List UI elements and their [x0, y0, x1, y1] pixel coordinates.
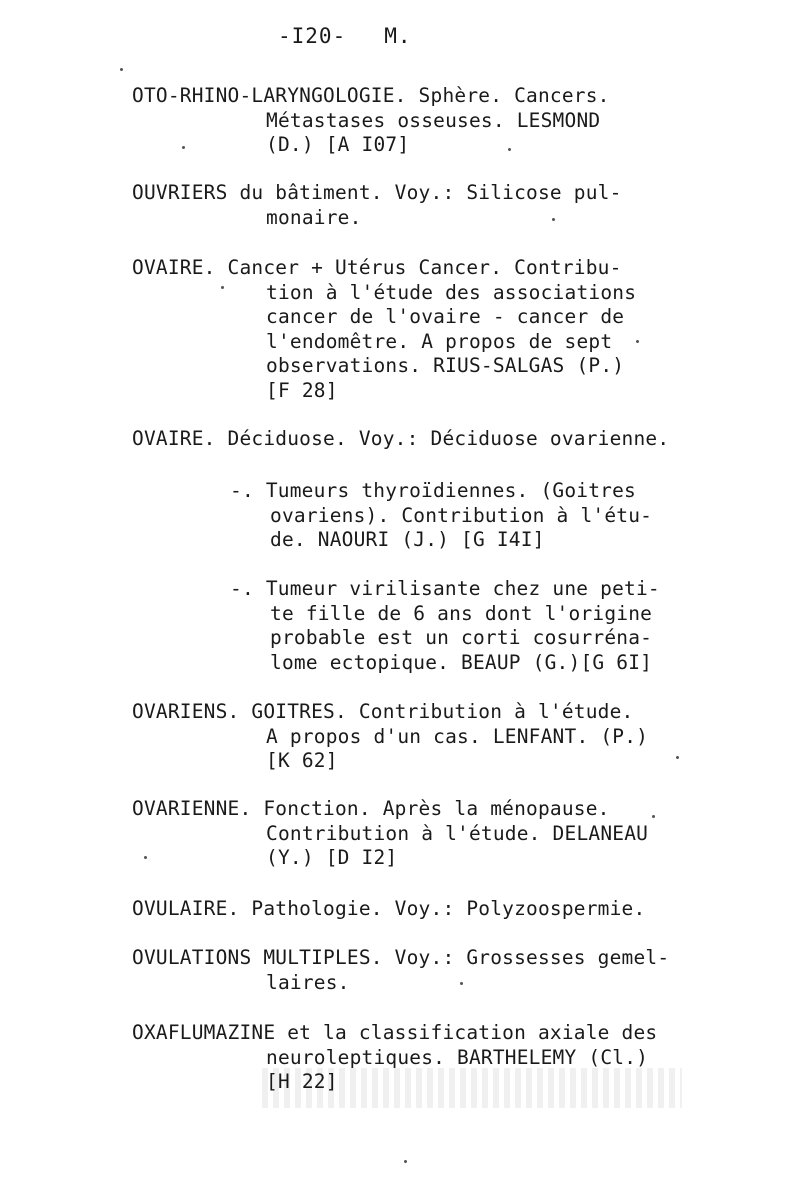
scan-speck [508, 148, 511, 151]
entry-continuation: observations. RIUS-SALGAS (P.) [266, 354, 625, 377]
scan-speck [120, 68, 123, 71]
scan-speck [182, 146, 185, 149]
index-entry-ovaire-deciduose [132, 427, 669, 452]
scan-speck [460, 982, 463, 985]
bleed-through-text [262, 1068, 682, 1108]
index-entry-ovulaire [132, 897, 645, 922]
index-entry-ouvriers [132, 181, 622, 230]
entry-continuation: tion à l'étude des associations [266, 280, 637, 304]
entry-headline: OXAFLUMAZINE et la classification axiale des [132, 1021, 658, 1044]
entry-continuation: ovariens). Contribution à l'étu- [270, 503, 653, 527]
page-number: -I20- [278, 24, 347, 48]
entry-headline: OVARIENS. GOITRES. Contribution à l'étude. [132, 700, 634, 723]
entry-reference: [K 62] [266, 749, 338, 772]
entry-continuation: Métastases osseuses. LESMOND [266, 108, 601, 132]
entry-continuation: cancer de l'ovaire - cancer de [266, 305, 625, 328]
entry-continuation: A propos d'un cas. LENFANT. (P.) [266, 724, 649, 748]
entry-reference: (Y.) [D I2] [266, 846, 398, 869]
entry-reference: [F 28] [266, 378, 338, 402]
page-header [278, 24, 412, 48]
index-entry-ovulations-multiples [132, 946, 669, 995]
section-letter: M. [384, 24, 412, 48]
entry-headline: OTO-RHINO-LARYNGOLOGIE. Sphère. Cancers. [132, 84, 610, 107]
scan-speck [636, 340, 639, 343]
index-subentry-tumeur-virilisante [132, 577, 660, 675]
entry-reference: lome ectopique. BEAUP (G.)[G 6I] [270, 650, 653, 674]
entry-continuation: neuroleptiques. BARTHELEMY (Cl.) [266, 1045, 649, 1069]
scan-speck [404, 1160, 407, 1163]
index-entry-oto-rhino-laryngologie [132, 84, 610, 158]
entry-headline: OVAIRE. Cancer + Utérus Cancer. Contribu- [132, 256, 622, 279]
entry-headline: OVULAIRE. Pathologie. Voy.: Polyzoospermie. [132, 897, 646, 920]
entry-continuation: l'endomêtre. A propos de sept [266, 329, 613, 353]
index-entry-ovariens-goitres [132, 700, 648, 774]
index-entry-ovaire-cancer [132, 256, 636, 403]
entry-continuation: te fille de 6 ans dont l'origine [270, 601, 653, 625]
entry-reference: (D.) [A I07] [266, 133, 410, 156]
entry-headline: -. Tumeur virilisante chez une peti- [230, 577, 660, 600]
entry-headline: OVARIENNE. Fonction. Après la ménopause. [132, 797, 610, 820]
entry-continuation: laires. [266, 970, 350, 994]
entry-reference: [H 22] [266, 1070, 338, 1093]
entry-continuation: probable est un corti cosurréna- [270, 626, 653, 649]
scan-speck [221, 286, 224, 289]
scan-speck [552, 218, 555, 221]
scan-speck [144, 856, 147, 859]
scan-speck [676, 756, 679, 759]
entry-reference: de. NAOURI (J.) [G I4I] [270, 528, 545, 551]
entry-headline: OUVRIERS du bâtiment. Voy.: Silicose pul- [132, 181, 622, 204]
index-subentry-tumeurs-thyroidiennes [132, 479, 652, 553]
scan-speck [652, 815, 655, 818]
entry-continuation: Contribution à l'étude. DELANEAU [266, 821, 649, 845]
index-entry-ovarienne-fonction [132, 797, 648, 871]
entry-continuation: monaire. [266, 205, 362, 229]
entry-headline: OVAIRE. Déciduose. Voy.: Déciduose ovarienne. [132, 427, 670, 450]
entry-headline: OVULATIONS MULTIPLES. Voy.: Grossesses gemel- [132, 946, 670, 969]
entry-headline: -. Tumeurs thyroïdiennes. (Goitres [230, 479, 636, 502]
